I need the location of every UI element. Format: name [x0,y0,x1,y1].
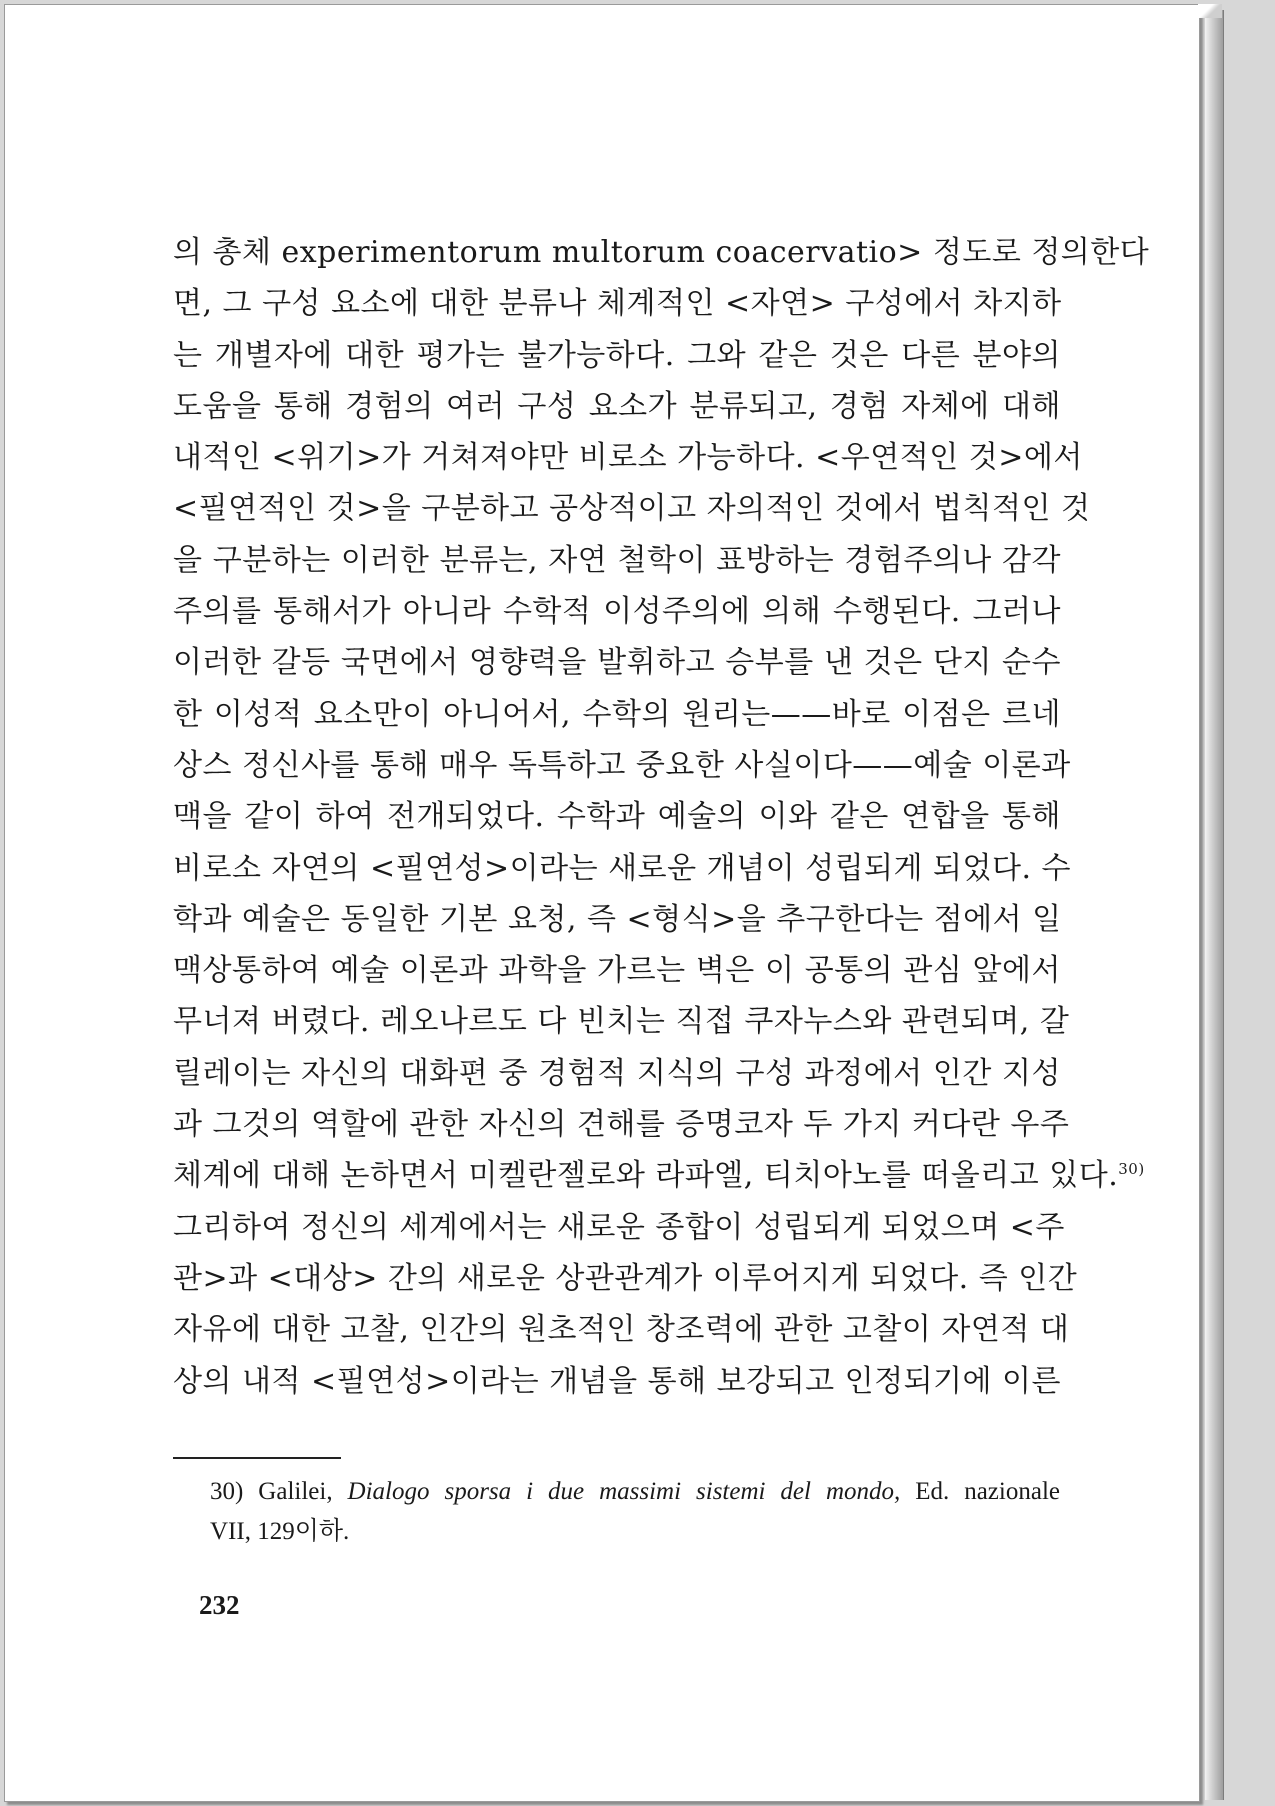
footnote-title: Dialogo sporsa i due massimi sistemi del mondo, [347,1478,901,1505]
book-page [4,4,1200,1802]
body-line: 내적인 <위기>가 거쳐져야만 비로소 가능하다. <우연적인 것>에서 [173,440,1083,476]
body-line: 한 이성적 요소만이 아니어서, 수학의 원리는——바로 이점은 르네 [173,696,1061,732]
body-line: 주의를 통해서가 아니라 수학적 이성주의에 의해 수행된다. 그러나 [173,594,1061,630]
body-line: 무너져 버렸다. 레오나르도 다 빈치는 직접 쿠자누스와 관련되며, 갈 [173,1004,1070,1040]
footnote [210,1472,1060,1552]
body-line: 학과 예술은 동일한 기본 요청, 즉 <형식>을 추구한다는 점에서 일 [173,901,1062,937]
body-line: 릴레이는 자신의 대화편 중 경험적 지식의 구성 과정에서 인간 지성 [173,1055,1061,1091]
body-line-with-footnote-ref [173,1150,1145,1201]
body-line: 과 그것의 역할에 관한 자신의 견해를 증명코자 두 가지 커다란 우주 [173,1107,1070,1143]
body-line: 상의 내적 <필연성>이라는 개념을 통해 보강되고 인정되기에 이른 [173,1363,1062,1399]
footnote-edition: Ed. nazionale [915,1478,1060,1505]
footnote-divider [173,1457,341,1459]
footnote-line-1 [210,1472,1060,1512]
page-corner-fold [1198,4,1222,18]
footnote-author: Galilei, [258,1478,333,1505]
body-line: 맥을 같이 하여 전개되었다. 수학과 예술의 이와 같은 연합을 통해 [173,799,1061,835]
page-number: 232 [199,1590,240,1620]
body-line: 비로소 자연의 <필연성>이라는 새로운 개념이 성립되게 되었다. 수 [173,850,1072,886]
body-line: 이러한 갈등 국면에서 영향력을 발휘하고 승부를 낸 것은 단지 순수 [173,645,1061,681]
body-line: 을 구분하는 이러한 분류는, 자연 철학이 표방하는 경험주의나 감각 [173,542,1061,578]
body-line: 맥상통하여 예술 이론과 과학을 가르는 벽은 이 공통의 관심 앞에서 [173,953,1061,989]
body-line-text: 체계에 대해 논하면서 미켈란젤로와 라파엘, 티치아노를 떠올리고 있다. [173,1158,1119,1194]
body-line: 그리하여 정신의 세계에서는 새로운 종합이 성립되게 되었으며 <주 [173,1209,1065,1245]
body-line: 자유에 대한 고찰, 인간의 원초적인 창조력에 관한 고찰이 자연적 대 [173,1312,1070,1348]
footnote-line-2: VII, 129이하. [210,1518,350,1545]
body-text [173,227,1150,1407]
body-line: 도움을 통해 경험의 여러 구성 요소가 분류되고, 경험 자체에 대해 [173,388,1061,424]
body-line: 는 개별자에 대한 평가는 불가능하다. 그와 같은 것은 다른 분야의 [173,337,1061,373]
page-edge-shadow [1205,10,1224,1800]
body-line: 관>과 <대상> 간의 새로운 상관관계가 이루어지게 되었다. 즉 인간 [173,1260,1078,1296]
body-line: 의 총체 experimentorum multorum coacervatio> 정도로 정의한다 [173,235,1150,270]
footnote-number: 30) [210,1478,244,1505]
body-line: 상스 정신사를 통해 매우 독특하고 중요한 사실이다——예술 이론과 [173,747,1071,783]
footnote-reference: 30) [1118,1160,1145,1179]
body-line: <필연적인 것>을 구분하고 공상적이고 자의적인 것에서 법칙적인 것 [173,491,1091,527]
body-line: 면, 그 구성 요소에 대한 분류나 체계적인 <자연> 구성에서 차지하 [173,286,1062,322]
